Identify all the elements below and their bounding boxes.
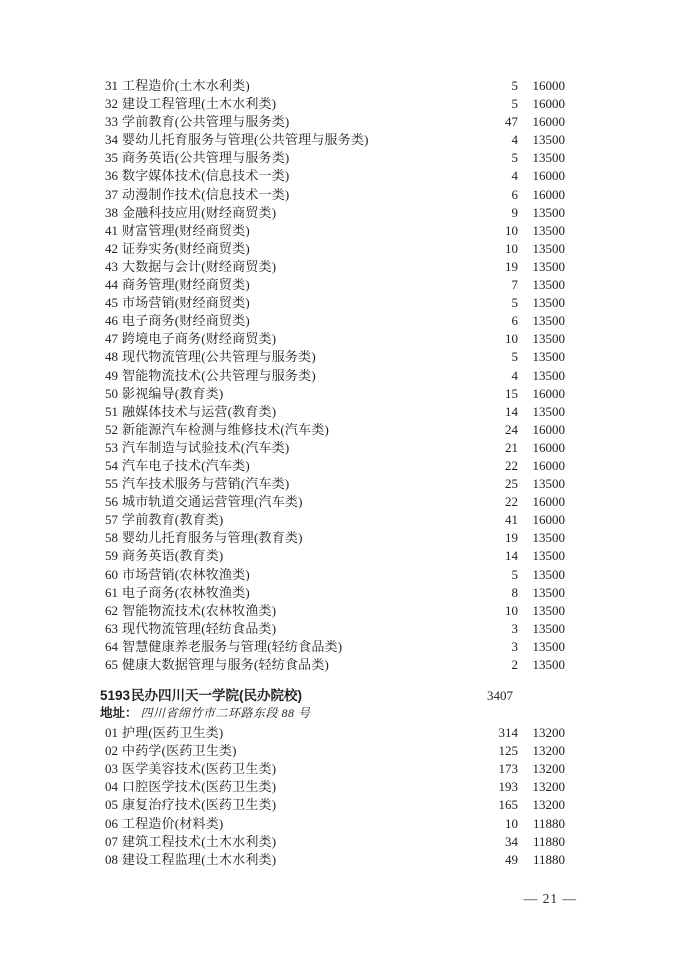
program-row — [105, 439, 565, 457]
program-name: 汽车制造与试验技术(汽车类) — [122, 439, 290, 455]
program-code: 06 — [105, 815, 118, 831]
program-tuition-fee: 13500 — [532, 295, 565, 311]
program-name: 数字媒体技术(信息技术一类) — [122, 168, 290, 184]
program-row — [105, 493, 565, 511]
program-name: 中药学(医药卫生类) — [122, 743, 237, 759]
program-name: 动漫制作技术(信息技术一类) — [122, 186, 290, 202]
program-plan-count: 19 — [505, 530, 518, 546]
program-row — [105, 796, 565, 814]
program-plan-count: 3 — [511, 620, 518, 636]
program-plan-count: 5 — [511, 566, 518, 582]
program-code: 49 — [105, 367, 118, 383]
program-row — [105, 602, 565, 620]
program-tuition-fee: 13500 — [532, 222, 565, 238]
college-name: 民办四川天一学院(民办院校) — [131, 688, 302, 704]
program-row — [105, 330, 565, 348]
program-tuition-fee: 16000 — [532, 385, 565, 401]
program-tuition-fee: 13500 — [532, 584, 565, 600]
program-tuition-fee: 13500 — [532, 403, 565, 419]
program-tuition-fee: 13500 — [532, 638, 565, 654]
program-code: 47 — [105, 331, 118, 347]
program-plan-count: 6 — [511, 186, 518, 202]
program-plan-count: 3 — [511, 638, 518, 654]
program-plan-count: 14 — [505, 403, 518, 419]
program-row — [105, 204, 565, 222]
program-tuition-fee: 16000 — [532, 78, 565, 93]
program-row — [105, 276, 565, 294]
program-plan-count: 5 — [511, 96, 518, 112]
program-plan-count: 24 — [505, 421, 518, 437]
program-plan-count: 8 — [511, 584, 518, 600]
program-code: 57 — [105, 512, 118, 528]
program-tuition-fee: 13500 — [532, 530, 565, 546]
program-name: 影视编导(教育类) — [122, 385, 224, 401]
program-row — [105, 240, 565, 258]
program-plan-count: 314 — [498, 725, 518, 741]
program-code: 08 — [105, 851, 118, 867]
program-row — [105, 742, 565, 760]
program-row — [105, 258, 565, 276]
program-name: 健康大数据管理与服务(轻纺食品类) — [122, 657, 330, 672]
program-row — [105, 584, 565, 602]
program-code: 51 — [105, 403, 118, 419]
program-code: 34 — [105, 132, 118, 148]
program-row — [105, 760, 565, 778]
program-name: 商务管理(财经商贸类) — [122, 277, 250, 293]
program-code: 04 — [105, 779, 118, 795]
program-tuition-fee: 13200 — [532, 725, 565, 741]
program-name: 智慧健康养老服务与管理(轻纺食品类) — [122, 638, 343, 654]
program-tuition-fee: 11880 — [532, 851, 565, 867]
program-code: 35 — [105, 150, 118, 166]
program-code: 41 — [105, 222, 118, 238]
program-code: 63 — [105, 620, 118, 636]
program-tuition-fee: 16000 — [532, 96, 565, 112]
program-code: 53 — [105, 439, 118, 455]
program-code: 33 — [105, 114, 118, 130]
program-code: 42 — [105, 240, 118, 256]
program-row — [105, 833, 565, 851]
program-plan-count: 25 — [505, 476, 518, 492]
program-tuition-fee: 16000 — [532, 421, 565, 437]
program-row — [105, 851, 565, 869]
program-tuition-fee: 13500 — [532, 258, 565, 274]
program-code: 65 — [105, 657, 118, 672]
program-name: 护理(医药卫生类) — [122, 725, 224, 741]
continued-program-list — [0, 77, 680, 674]
program-name: 市场营销(农林牧渔类) — [122, 566, 250, 582]
page-number: — 21 — — [523, 891, 577, 906]
program-name: 商务英语(公共管理与服务类) — [122, 150, 290, 166]
program-tuition-fee: 13500 — [532, 204, 565, 220]
program-row — [105, 815, 565, 833]
program-tuition-fee: 16000 — [532, 114, 565, 130]
program-plan-count: 47 — [505, 114, 518, 130]
program-tuition-fee: 13500 — [532, 349, 565, 365]
program-plan-count: 34 — [505, 833, 518, 849]
program-name: 工程造价(材料类) — [122, 815, 224, 831]
program-tuition-fee: 16000 — [532, 457, 565, 473]
program-code: 44 — [105, 277, 118, 293]
program-code: 31 — [105, 78, 118, 93]
program-name: 电子商务(农林牧渔类) — [122, 584, 250, 600]
program-name: 婴幼儿托育服务与管理(公共管理与服务类) — [122, 132, 369, 148]
program-name: 大数据与会计(财经商贸类) — [122, 258, 277, 274]
program-tuition-fee: 16000 — [532, 186, 565, 202]
program-name: 证券实务(财经商贸类) — [122, 240, 250, 256]
program-code: 01 — [105, 725, 118, 741]
college-code: 5193 — [100, 688, 131, 704]
program-name: 新能源汽车检测与维修技术(汽车类) — [122, 421, 330, 437]
program-row — [105, 547, 565, 565]
program-plan-count: 21 — [505, 439, 518, 455]
program-tuition-fee: 13500 — [532, 657, 565, 672]
program-row — [105, 656, 565, 674]
program-row — [105, 724, 565, 742]
program-code: 55 — [105, 476, 118, 492]
program-plan-count: 49 — [505, 851, 518, 867]
program-code: 62 — [105, 602, 118, 618]
program-plan-count: 10 — [505, 331, 518, 347]
program-name: 学前教育(教育类) — [122, 512, 224, 528]
program-code: 38 — [105, 204, 118, 220]
program-code: 58 — [105, 530, 118, 546]
program-name: 融媒体技术与运营(教育类) — [122, 403, 277, 419]
program-code: 32 — [105, 96, 118, 112]
program-tuition-fee: 13200 — [532, 797, 565, 813]
program-tuition-fee: 13500 — [532, 476, 565, 492]
program-row — [105, 131, 565, 149]
program-plan-count: 4 — [511, 132, 518, 148]
program-name: 智能物流技术(公共管理与服务类) — [122, 367, 316, 383]
program-tuition-fee: 13200 — [532, 761, 565, 777]
program-tuition-fee: 13500 — [532, 313, 565, 329]
program-code: 61 — [105, 584, 118, 600]
program-plan-count: 7 — [511, 277, 518, 293]
program-name: 汽车电子技术(汽车类) — [122, 457, 250, 473]
program-plan-count: 10 — [505, 815, 518, 831]
program-code: 46 — [105, 313, 118, 329]
program-code: 50 — [105, 385, 118, 401]
program-code: 59 — [105, 548, 118, 564]
address-text: 四川省绵竹市二环路东段 88 号 — [140, 706, 311, 721]
program-row — [105, 348, 565, 366]
program-row — [105, 186, 565, 204]
program-plan-count: 2 — [511, 657, 518, 672]
program-row — [105, 385, 565, 403]
program-code: 60 — [105, 566, 118, 582]
program-plan-count: 173 — [498, 761, 518, 777]
college-header — [100, 686, 565, 705]
program-plan-count: 6 — [511, 313, 518, 329]
program-code: 54 — [105, 457, 118, 473]
program-row — [105, 95, 565, 113]
program-code: 48 — [105, 349, 118, 365]
program-name: 学前教育(公共管理与服务类) — [122, 114, 290, 130]
program-tuition-fee: 13500 — [532, 240, 565, 256]
program-code: 43 — [105, 258, 118, 274]
program-tuition-fee: 13500 — [532, 620, 565, 636]
program-row — [105, 638, 565, 656]
program-plan-count: 4 — [511, 367, 518, 383]
program-tuition-fee: 16000 — [532, 168, 565, 184]
program-name: 婴幼儿托育服务与管理(教育类) — [122, 530, 303, 546]
program-tuition-fee: 16000 — [532, 512, 565, 528]
program-name: 跨境电子商务(财经商贸类) — [122, 331, 277, 347]
program-plan-count: 10 — [505, 602, 518, 618]
program-row — [105, 511, 565, 529]
program-row — [105, 167, 565, 185]
program-tuition-fee: 11880 — [532, 833, 565, 849]
program-plan-count: 14 — [505, 548, 518, 564]
program-plan-count: 9 — [511, 204, 518, 220]
program-plan-count: 10 — [505, 240, 518, 256]
program-name: 商务英语(教育类) — [122, 548, 224, 564]
program-code: 36 — [105, 168, 118, 184]
program-code: 07 — [105, 833, 118, 849]
program-plan-count: 22 — [505, 494, 518, 510]
program-tuition-fee: 13200 — [532, 779, 565, 795]
program-row — [105, 222, 565, 240]
program-name: 财富管理(财经商贸类) — [122, 222, 250, 238]
program-tuition-fee: 13500 — [532, 548, 565, 564]
program-plan-count: 19 — [505, 258, 518, 274]
program-name: 城市轨道交通运营管理(汽车类) — [122, 494, 303, 510]
program-tuition-fee: 13500 — [532, 132, 565, 148]
program-row — [105, 457, 565, 475]
program-code: 64 — [105, 638, 118, 654]
program-plan-count: 193 — [498, 779, 518, 795]
program-row — [105, 294, 565, 312]
program-row — [105, 113, 565, 131]
program-tuition-fee: 13500 — [532, 331, 565, 347]
program-row — [105, 149, 565, 167]
program-name: 建设工程监理(土木水利类) — [122, 851, 277, 867]
program-plan-count: 10 — [505, 222, 518, 238]
program-tuition-fee: 13500 — [532, 150, 565, 166]
program-name: 汽车技术服务与营销(汽车类) — [122, 476, 290, 492]
program-row — [105, 403, 565, 421]
program-name: 智能物流技术(农林牧渔类) — [122, 602, 277, 618]
program-name: 建设工程管理(土木水利类) — [122, 96, 277, 112]
program-code: 37 — [105, 186, 118, 202]
program-code: 56 — [105, 494, 118, 510]
program-row — [105, 529, 565, 547]
program-plan-count: 5 — [511, 78, 518, 93]
program-row — [105, 77, 565, 95]
program-row — [105, 367, 565, 385]
program-code: 52 — [105, 421, 118, 437]
program-name: 现代物流管理(公共管理与服务类) — [122, 349, 316, 365]
college-address — [100, 705, 680, 721]
program-name: 现代物流管理(轻纺食品类) — [122, 620, 277, 636]
program-tuition-fee: 16000 — [532, 439, 565, 455]
college-program-list — [0, 724, 680, 869]
program-tuition-fee: 13500 — [532, 602, 565, 618]
program-plan-count: 15 — [505, 385, 518, 401]
program-tuition-fee: 11880 — [532, 815, 565, 831]
program-code: 02 — [105, 743, 118, 759]
program-plan-count: 22 — [505, 457, 518, 473]
program-name: 医学美容技术(医药卫生类) — [122, 761, 277, 777]
college-total-plan: 3407 — [487, 688, 513, 704]
program-name: 金融科技应用(财经商贸类) — [122, 204, 277, 220]
program-plan-count: 125 — [498, 743, 518, 759]
program-code: 45 — [105, 295, 118, 311]
program-row — [105, 475, 565, 493]
program-plan-count: 41 — [505, 512, 518, 528]
program-row — [105, 421, 565, 439]
program-plan-count: 5 — [511, 150, 518, 166]
program-name: 工程造价(土木水利类) — [122, 78, 250, 93]
program-name: 康复治疗技术(医药卫生类) — [122, 797, 277, 813]
program-name: 电子商务(财经商贸类) — [122, 313, 250, 329]
program-row — [105, 566, 565, 584]
program-code: 05 — [105, 797, 118, 813]
program-row — [105, 312, 565, 330]
program-plan-count: 165 — [498, 797, 518, 813]
program-plan-count: 4 — [511, 168, 518, 184]
program-name: 市场营销(财经商贸类) — [122, 295, 250, 311]
program-row — [105, 778, 565, 796]
program-name: 口腔医学技术(医药卫生类) — [122, 779, 277, 795]
program-tuition-fee: 13500 — [532, 277, 565, 293]
page-content — [0, 77, 680, 869]
program-tuition-fee: 16000 — [532, 494, 565, 510]
program-tuition-fee: 13200 — [532, 743, 565, 759]
program-row — [105, 620, 565, 638]
address-label: 地址： — [100, 706, 138, 721]
program-plan-count: 5 — [511, 295, 518, 311]
program-tuition-fee: 13500 — [532, 367, 565, 383]
program-plan-count: 5 — [511, 349, 518, 365]
program-tuition-fee: 13500 — [532, 566, 565, 582]
program-name: 建筑工程技术(土木水利类) — [122, 833, 277, 849]
program-code: 03 — [105, 761, 118, 777]
